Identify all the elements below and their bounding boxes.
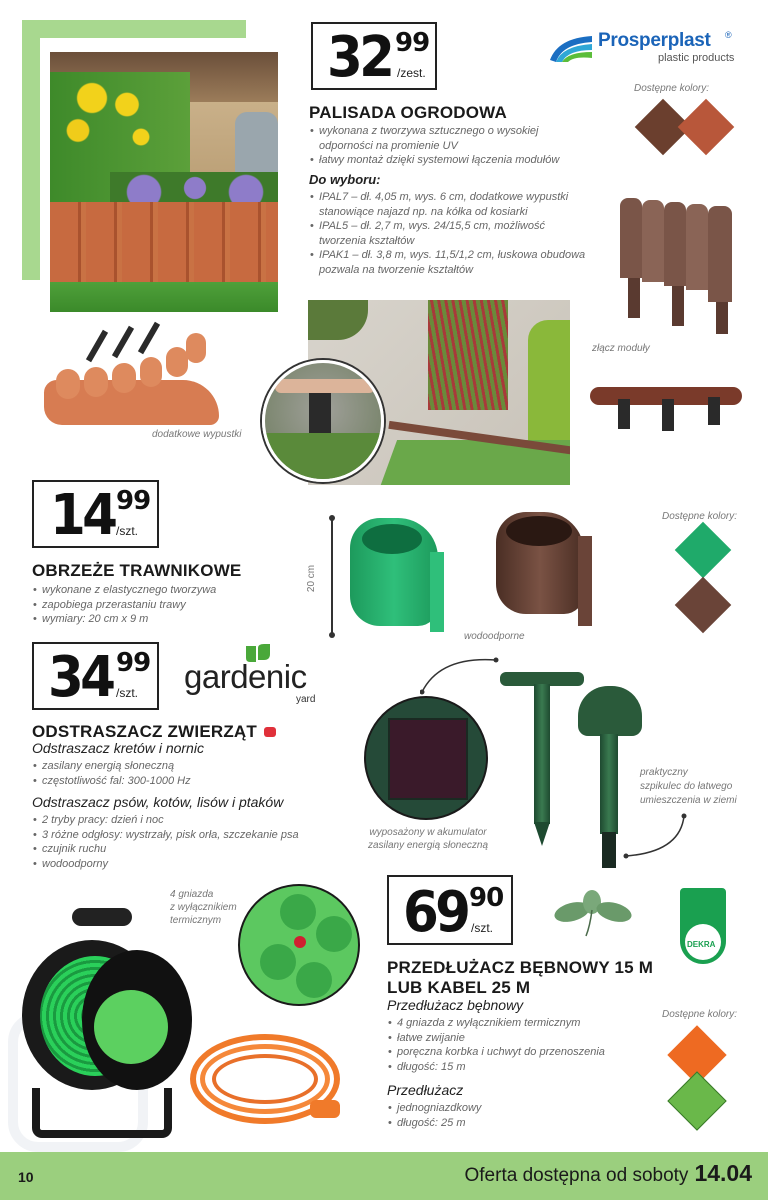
cable-reel-image	[22, 908, 192, 1142]
bullet-list-animals	[33, 813, 353, 871]
price-box-palisada	[311, 22, 437, 90]
group-heading: Przedłużacz	[387, 1082, 464, 1098]
caption-spike-1: praktyczny	[640, 767, 688, 778]
repeller-stake-image-1	[500, 668, 584, 848]
bullet-item: • wymiary: 20 cm x 9 m	[33, 612, 293, 627]
color-swatch-green	[667, 1071, 726, 1130]
prosperplast-logo	[548, 28, 748, 68]
colors-label-przedluzacz: Dostępne kolory:	[662, 1009, 738, 1020]
product-title-palisada: PALISADA OGRODOWA	[309, 103, 507, 122]
product-title-line2: LUB KABEL 25 M	[387, 978, 531, 997]
palisade-garden-photo	[50, 52, 278, 312]
offer-date: 14.04	[694, 1160, 752, 1186]
brand-name: gardenic	[184, 658, 307, 695]
option-item: • IPAK1 – dł. 3,8 m, wys. 11,5/1,2 cm, łuskowa obudowa pozwala na tworzenie kształtów	[310, 248, 610, 277]
bullet-item: • długość: 25 m	[388, 1116, 588, 1131]
bullet-item: • wykonana z tworzywa sztucznego o wysokiej odporności na promienie UV	[310, 124, 540, 153]
price-integer: 69	[403, 880, 468, 945]
dekra-certification-badge	[680, 888, 726, 964]
bullet-list-reel	[388, 1016, 668, 1074]
colors-label-obrzeze: Dostępne kolory:	[662, 511, 738, 522]
price-cents: 99	[395, 28, 430, 58]
options-heading: Do wyboru:	[309, 172, 381, 187]
price-box-przedluzacz	[387, 875, 513, 945]
color-swatch-terracotta	[678, 99, 735, 156]
palisade-module-image	[620, 198, 740, 338]
bullet-item: • jednogniazdkowy	[388, 1101, 588, 1116]
bullet-list-palisada	[310, 124, 610, 168]
price-integer: 34	[48, 645, 113, 710]
socket-detail-circle	[238, 884, 360, 1006]
offer-text: Oferta dostępna od soboty	[464, 1165, 689, 1186]
product-title-line1: PRZEDŁUŻACZ BĘBNOWY 15 M	[387, 958, 654, 977]
option-item: • IPAL7 – dł. 4,05 m, wys. 6 cm, dodatkowe wypustki stanowiące najazd np. na kółka od kosiarki	[310, 190, 610, 219]
options-list-palisada	[310, 190, 610, 278]
price-integer: 14	[50, 483, 115, 548]
color-swatch-brown	[675, 577, 732, 634]
caption-spike-3: umieszczenia w ziemi	[640, 795, 737, 806]
height-dimension-line	[331, 517, 333, 635]
bullet-item: • poręczna korbka i uchwyt do przenoszenia	[388, 1045, 668, 1060]
bullet-item: • wodoodporny	[33, 857, 353, 872]
price-unit: /szt.	[116, 524, 139, 538]
caption-sockets-3: termicznym	[170, 915, 222, 926]
bullet-item: • zasilany energią słoneczną	[33, 759, 313, 774]
gardenic-logo	[182, 644, 322, 708]
bullet-item: • czujnik ruchu	[33, 842, 353, 857]
option-item: • IPAL5 – dł. 2,7 m, wys. 24/15,5 cm, możliwość tworzenia kształtów	[310, 219, 550, 248]
caption-extra-tabs: dodatkowe wypustki	[152, 429, 242, 440]
bullet-item: • 4 gniazda z wyłącznikiem termicznym	[388, 1016, 668, 1031]
caption-height: 20 cm	[306, 564, 318, 593]
bullet-item: • częstotliwość fal: 300-1000 Hz	[33, 774, 313, 789]
page-number: 10	[18, 1169, 34, 1185]
product-title-obrzeze: OBRZEŻE TRAWNIKOWE	[32, 561, 242, 580]
bullet-item: • 3 różne odgłosy: wystrzały, pisk orła, szczekanie psa	[33, 828, 353, 843]
price-integer: 32	[327, 25, 392, 90]
caption-sockets-1: 4 gniazda	[170, 889, 214, 900]
price-cents: 90	[469, 883, 504, 913]
installation-detail-circle	[262, 360, 384, 482]
price-unit: /zest.	[397, 66, 426, 80]
price-cents: 99	[116, 648, 151, 678]
caption-join-modules: złącz moduły	[592, 343, 650, 354]
solar-panel-detail-circle	[364, 696, 488, 820]
scalloped-edging-image	[590, 383, 742, 443]
bullet-item: • długość: 15 m	[388, 1060, 668, 1075]
callout-arrow-solar	[420, 656, 500, 696]
caption-battery: wyposażony w akumulator zasilany energią słoneczną	[367, 827, 489, 851]
caption-waterproof: wodoodporne	[464, 631, 525, 642]
caption-spike-2: szpikulec do łatwego	[640, 781, 733, 792]
price-unit: /szt.	[471, 921, 494, 935]
bullet-item: • łatwy montaż dzięki systemowi łączenia modułów	[310, 153, 610, 168]
rainbow-arc-icon	[548, 32, 594, 62]
bullet-list-moles	[33, 759, 313, 788]
bullet-item: • zapobiega przerastaniu trawy	[33, 598, 293, 613]
brand-name: Prosperplast	[598, 30, 711, 51]
colors-label-palisada: Dostępne kolory:	[634, 83, 710, 94]
leaves-decoration-icon	[552, 890, 634, 940]
brand-subtitle: plastic products	[658, 52, 735, 64]
dimension-dot-bottom	[329, 632, 335, 638]
brand-registered-mark: ®	[725, 30, 732, 40]
polish-product-badge-icon	[264, 727, 276, 737]
group-heading: Odstraszacz psów, kotów, lisów i ptaków	[32, 794, 284, 810]
bullet-item: • 2 tryby pracy: dzień i noc	[33, 813, 353, 828]
price-box-obrzeze	[32, 480, 159, 548]
dimension-dot-top	[329, 515, 335, 521]
bullet-item: • łatwe zwijanie	[388, 1031, 668, 1046]
offer-date-notice	[465, 1160, 753, 1187]
group-heading: Przedłużacz bębnowy	[387, 997, 524, 1013]
badge-label: DEKRA	[687, 940, 716, 949]
product-title-odstraszacz: ODSTRASZACZ ZWIERZĄT	[32, 722, 257, 741]
bullet-list-cable	[388, 1101, 588, 1130]
orange-extension-cable-image	[190, 1030, 350, 1130]
caption-sockets-2: z wyłącznikiem	[170, 902, 237, 913]
price-unit: /szt.	[116, 686, 139, 700]
group-heading: Odstraszacz kretów i nornic	[32, 740, 204, 756]
color-swatch-green	[675, 522, 732, 579]
bullet-item: • wykonane z elastycznego tworzywa	[33, 583, 293, 598]
green-edging-roll-image	[350, 512, 450, 632]
bullet-list-obrzeze	[33, 583, 293, 627]
curved-edging-with-spikes-image	[44, 325, 224, 430]
price-cents: 99	[116, 486, 151, 516]
price-box-odstraszacz	[32, 642, 159, 710]
callout-arrow-spike	[620, 812, 690, 862]
brand-subtitle: yard	[296, 694, 316, 705]
footer-bar	[0, 1152, 768, 1200]
brown-edging-roll-image	[496, 506, 596, 631]
